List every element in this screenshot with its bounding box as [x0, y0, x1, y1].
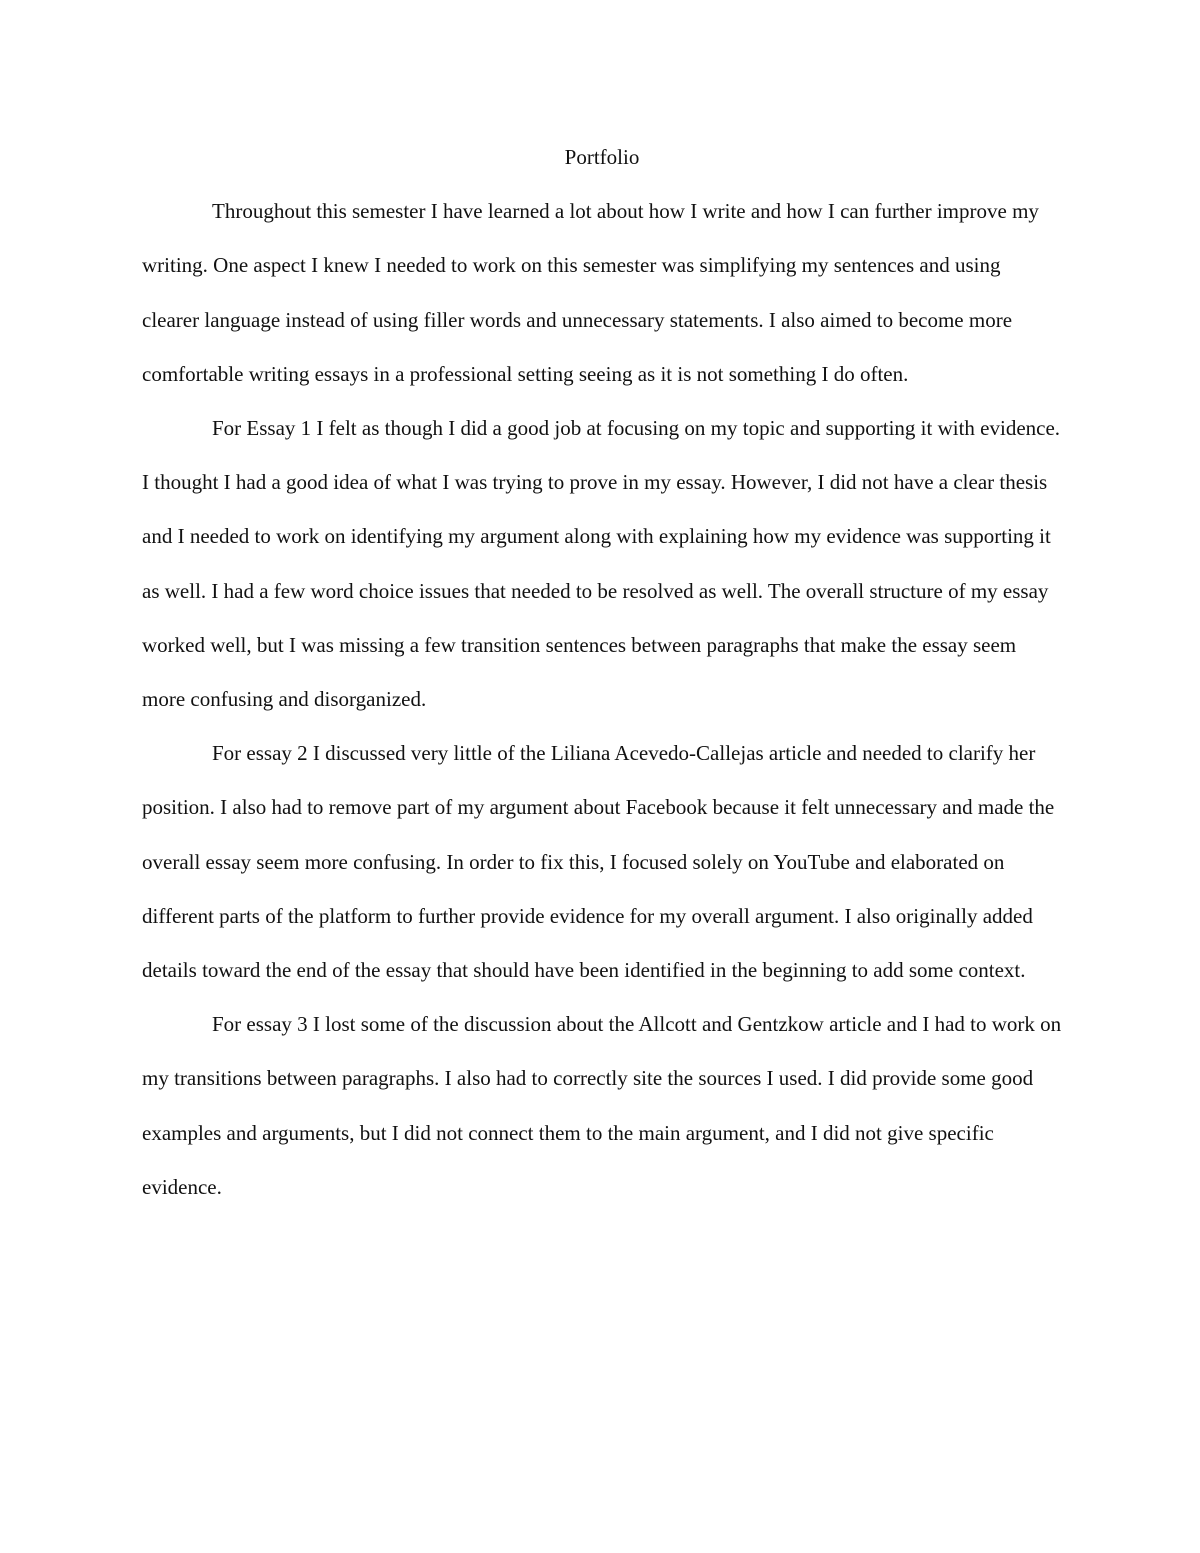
- paragraph-intro: Throughout this semester I have learned a lot about how I write and how I can further improve my writing. One aspect I knew I needed to work on this semester was simplifying my sentences and using clearer language instead of using filler words and unnecessary statements. I also aimed to become more comfortable writing essays in a professional setting seeing as it is not something I do often.: [142, 199, 1039, 386]
- paragraph-essay-2: For essay 2 I discussed very little of the Liliana Acevedo-Callejas article and needed to clarify her position. I also had to remove part of my argument about Facebook because it felt unnecessary and made the overall essay seem more confusing. In order to fix this, I focused solely on YouTube and elaborated on different parts of the platform to further provide evidence for my overall argument. I also originally added details toward the end of the essay that should have been identified in the beginning to add some context.: [142, 741, 1055, 983]
- document-body: [142, 130, 1062, 1214]
- paragraph-essay-3: For essay 3 I lost some of the discussion about the Allcott and Gentzkow article and I had to work on my transitions between paragraphs. I also had to correctly site the sources I used. I did provide some good examples and arguments, but I did not connect them to the main argument, and I did not give specific evidence.: [142, 1012, 1062, 1199]
- paragraph-essay-1: For Essay 1 I felt as though I did a good job at focusing on my topic and supporting it with evidence. I thought I had a good idea of what I was trying to prove in my essay. However, I did not have a clear thesis and I needed to work on identifying my argument along with explaining how my evidence was supporting it as well. I had a few word choice issues that needed to be resolved as well. The overall structure of my essay worked well, but I was missing a few transition sentences between paragraphs that make the essay seem more confusing and disorganized.: [142, 416, 1061, 712]
- document-title: Portfolio: [564, 145, 640, 169]
